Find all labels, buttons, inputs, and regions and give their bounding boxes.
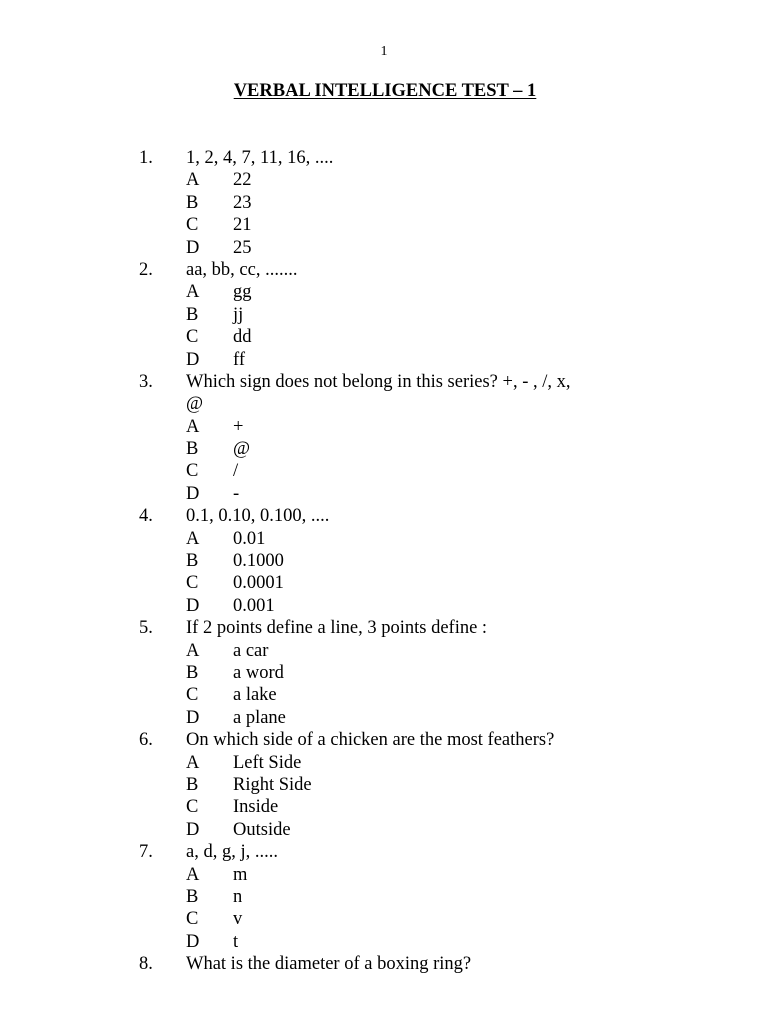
answer-option [0, 326, 768, 348]
option-letter: A [186, 416, 200, 437]
option-text: 25 [233, 237, 252, 258]
answer-option [0, 595, 768, 617]
option-letter: B [186, 662, 199, 683]
option-text: / [233, 461, 239, 482]
question-item [0, 617, 768, 729]
option-letter: B [186, 304, 199, 325]
option-text: - [233, 483, 240, 504]
option-letter: B [186, 439, 199, 460]
option-text: Right Side [233, 774, 312, 795]
answer-option [0, 662, 768, 684]
answer-option [0, 349, 768, 371]
question-item [0, 729, 768, 841]
option-letter: A [186, 282, 200, 303]
document-title: VERBAL INTELLIGENCE TEST – 1 [233, 81, 537, 101]
question-text: On which side of a chicken are the most feathers? [186, 730, 555, 751]
answer-option [0, 886, 768, 908]
question-row [0, 259, 768, 281]
answer-option [0, 908, 768, 930]
option-letter: C [186, 909, 199, 930]
question-number: 5. [139, 618, 153, 639]
option-letter: A [186, 640, 200, 661]
answer-option [0, 438, 768, 460]
question-text: If 2 points define a line, 3 points define : [186, 618, 488, 639]
question-text: Which sign does not belong in this series? +, - , /, x, [186, 371, 571, 392]
question-item [0, 953, 768, 975]
answer-option [0, 192, 768, 214]
option-letter: B [186, 886, 199, 907]
question-item [0, 841, 768, 953]
option-text: ff [233, 349, 245, 370]
question-text-continuation-row [0, 393, 768, 415]
answer-option [0, 640, 768, 662]
option-text: 22 [233, 170, 252, 191]
option-letter: A [186, 752, 200, 773]
option-text: 0.01 [233, 528, 266, 549]
option-letter: D [186, 595, 200, 616]
question-text: a, d, g, j, ..... [186, 842, 278, 863]
option-text: a car [233, 640, 269, 661]
answer-option [0, 281, 768, 303]
answer-option [0, 550, 768, 572]
answer-option [0, 752, 768, 774]
answer-option [0, 483, 768, 505]
option-letter: C [186, 797, 199, 818]
question-number: 1. [139, 148, 153, 168]
question-number: 4. [139, 506, 153, 527]
question-row [0, 953, 768, 975]
page-number: 1 [380, 44, 388, 59]
option-text: + [233, 416, 244, 437]
option-text: dd [233, 327, 252, 348]
answer-option [0, 528, 768, 550]
option-letter: C [186, 215, 199, 236]
option-text: 0.001 [233, 595, 275, 616]
answer-option [0, 237, 768, 259]
question-item [0, 371, 768, 505]
question-row [0, 729, 768, 751]
question-item [0, 505, 768, 617]
question-item [0, 147, 768, 259]
answer-option [0, 684, 768, 706]
option-letter: C [186, 685, 199, 706]
question-text: What is the diameter of a boxing ring? [186, 954, 472, 975]
option-text: 0.1000 [233, 551, 284, 572]
question-row [0, 841, 768, 863]
option-text: 0.0001 [233, 573, 284, 594]
answer-option [0, 460, 768, 482]
option-letter: D [186, 819, 200, 840]
option-text: Left Side [233, 752, 302, 773]
option-text: a plane [233, 707, 286, 728]
answer-option [0, 931, 768, 953]
option-letter: C [186, 573, 199, 594]
question-row [0, 371, 768, 393]
option-text: gg [233, 282, 252, 303]
option-letter: D [186, 483, 200, 504]
answer-option [0, 796, 768, 818]
answer-option [0, 416, 768, 438]
option-text: a lake [233, 685, 277, 706]
option-letter: A [186, 864, 200, 885]
question-item [0, 259, 768, 371]
option-letter: D [186, 349, 200, 370]
option-text: 23 [233, 192, 252, 213]
question-text: aa, bb, cc, ....... [186, 259, 298, 280]
option-letter: D [186, 707, 200, 728]
question-number: 3. [139, 371, 153, 392]
answer-option [0, 864, 768, 886]
option-letter: B [186, 774, 199, 795]
option-text: Outside [233, 819, 291, 840]
option-text: n [233, 886, 243, 907]
answer-option [0, 774, 768, 796]
answer-option [0, 707, 768, 729]
option-letter: D [186, 931, 200, 952]
question-text-continuation: @ [186, 394, 204, 415]
option-text: t [233, 931, 239, 952]
option-text: a word [233, 662, 284, 683]
option-letter: B [186, 551, 199, 572]
option-letter: C [186, 461, 199, 482]
question-number: 2. [139, 259, 153, 280]
option-text: jj [233, 304, 244, 325]
question-row [0, 505, 768, 527]
question-text: 1, 2, 4, 7, 11, 16, .... [186, 148, 334, 168]
option-letter: A [186, 170, 200, 191]
option-text: v [233, 909, 243, 930]
option-letter: D [186, 237, 200, 258]
question-list [0, 147, 768, 975]
option-text: 21 [233, 215, 252, 236]
question-text: 0.1, 0.10, 0.100, .... [186, 506, 330, 527]
question-row [0, 147, 768, 169]
question-number: 7. [139, 842, 153, 863]
question-row [0, 617, 768, 639]
question-number: 8. [139, 954, 153, 975]
answer-option [0, 214, 768, 236]
answer-option [0, 572, 768, 594]
option-text: Inside [233, 797, 279, 818]
question-number: 6. [139, 730, 153, 751]
answer-option [0, 304, 768, 326]
option-text: @ [233, 439, 251, 460]
option-letter: B [186, 192, 199, 213]
answer-option [0, 169, 768, 191]
option-letter: A [186, 528, 200, 549]
option-text: m [233, 864, 248, 885]
answer-option [0, 819, 768, 841]
option-letter: C [186, 327, 199, 348]
